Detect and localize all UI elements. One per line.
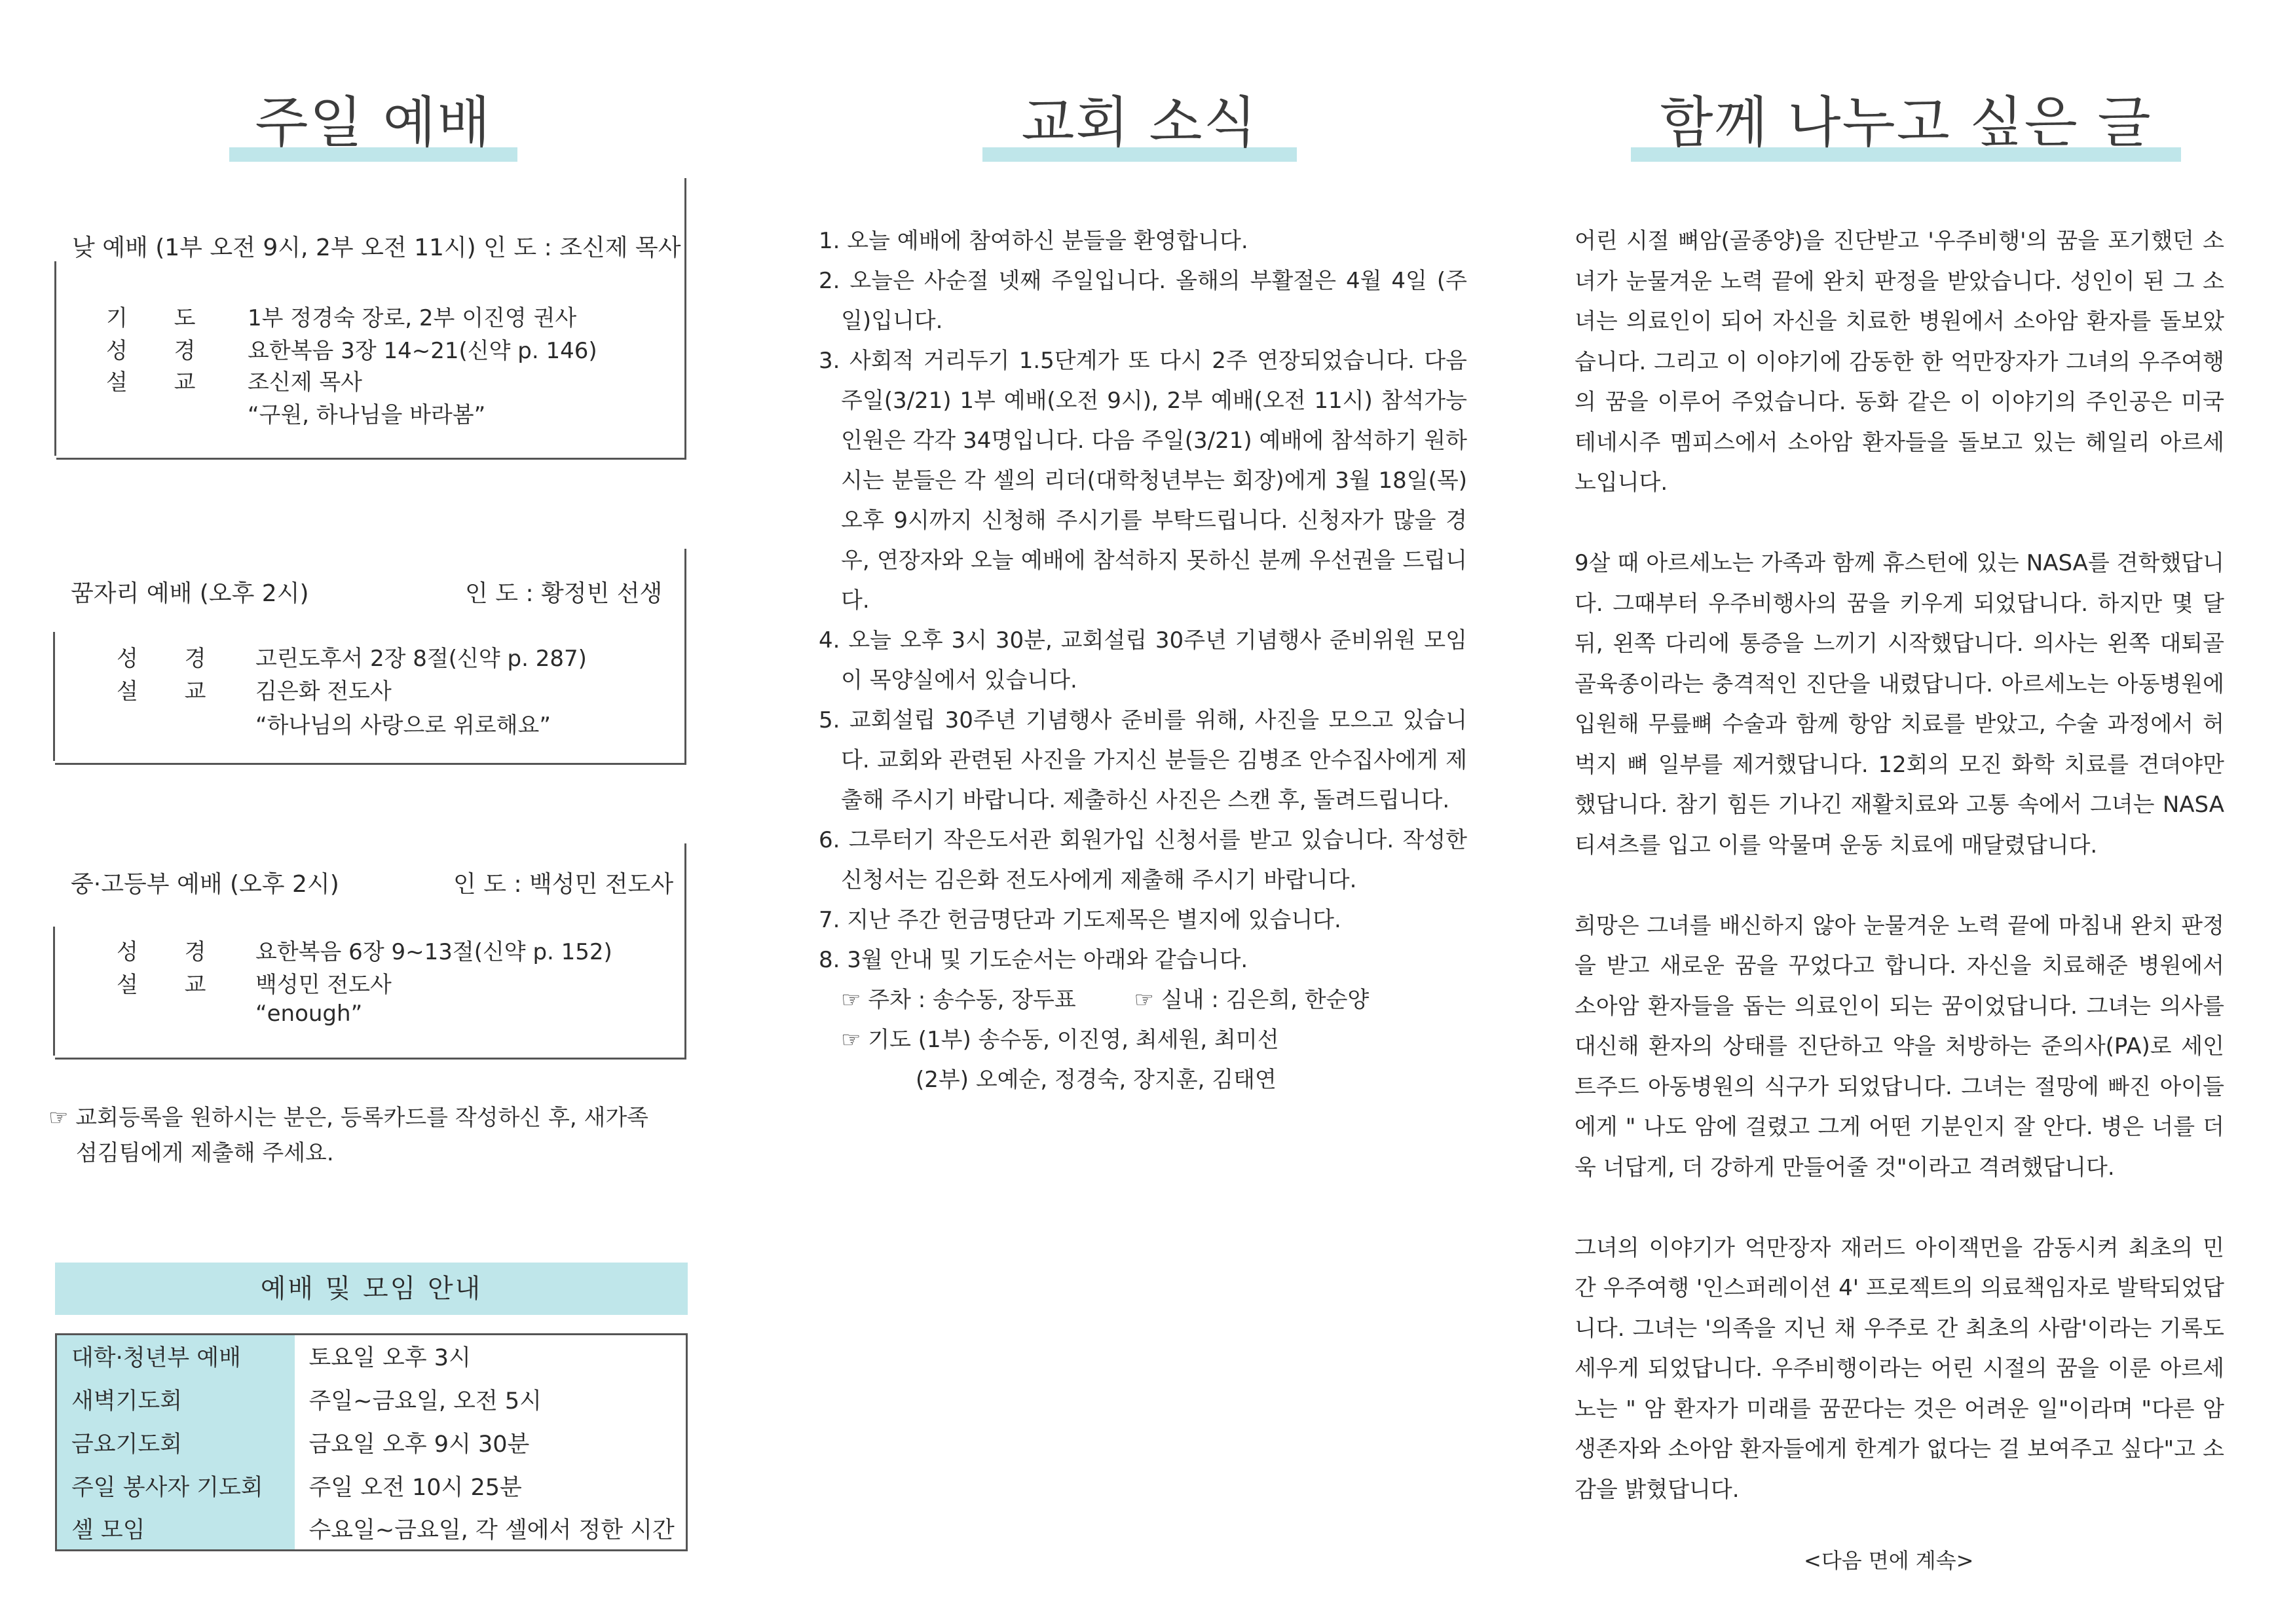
scripture-value: 요한복음 6장 9~13절(신약 p. 152) <box>255 939 612 965</box>
prayer-label: 기 도 <box>106 305 215 331</box>
registration-note-line2: 섬김팀에게 제출해 주세요. <box>76 1140 334 1166</box>
youth-service-title: 중·고등부 예배 (오후 2시) <box>71 871 339 898</box>
guide-value: 토요일 오후 3시 <box>295 1335 687 1378</box>
prayer-value: 1부 정경숙 장로, 2부 이진영 권사 <box>248 305 577 331</box>
volunteer-row <box>819 980 1467 1020</box>
sermon-title: “구원, 하나님을 바라봄” <box>248 402 486 428</box>
scripture-value: 고린도후서 2장 8절(신약 p. 287) <box>255 646 587 672</box>
youth-service-leader: 인 도 : 백성민 전도사 <box>453 871 674 898</box>
sermon-label: 설 교 <box>106 369 215 396</box>
kids-service-leader: 인 도 : 황정빈 선생 <box>465 580 663 607</box>
sermon-value: 백성민 전도사 <box>255 972 392 998</box>
kids-service-title: 꿈자리 예배 (오후 2시) <box>71 580 309 607</box>
guide-value: 주일~금요일, 오전 5시 <box>295 1378 687 1421</box>
heading-share-text: 함께 나누고 싶은 글 <box>1660 90 2152 155</box>
guide-key: 셀 모임 <box>56 1507 295 1551</box>
news-list <box>819 221 1467 1100</box>
list-item: 4. 오늘 오후 3시 30분, 교회설립 30주년 기념행사 준비위원 모임이 목양실에서 있습니다. <box>819 627 1467 693</box>
registration-note-line1: ☞ 교회등록을 원하시는 분은, 등록카드를 작성하신 후, 새가족 <box>48 1105 649 1131</box>
table-row <box>56 1335 687 1378</box>
list-item: 5. 교회설립 30주년 기념행사 준비를 위해, 사진을 모으고 있습니다. 교회와 관련된 사진을 가지신 분들은 김병조 안수집사에게 제출해 주시기 바랍니다. 제출하신 사진은 스캔 후, 돌려드립니다. <box>819 707 1467 813</box>
table-row <box>56 1378 687 1421</box>
heading-news <box>982 79 1297 158</box>
parking-volunteers: ☞ 주차 : 송수동, 장두표 <box>841 987 1076 1013</box>
guide-table <box>55 1333 688 1551</box>
guide-key: 새벽기도회 <box>56 1378 295 1421</box>
sermon-value: 김은화 전도사 <box>255 678 392 705</box>
youth-service-box <box>55 929 686 1060</box>
sermon-title: “하나님의 사랑으로 위로해요” <box>255 712 551 739</box>
sermon-label: 설 교 <box>117 972 226 998</box>
scripture-label: 성 경 <box>117 646 226 672</box>
sermon-label: 설 교 <box>117 678 226 705</box>
sermon-value: 조신제 목사 <box>248 369 363 396</box>
list-item: 3. 사회적 거리두기 1.5단계가 또 다시 2주 연장되었습니다. 다음 주일(3/21) 1부 예배(오전 9시), 2부 예배(오전 11시) 참석가능 인원은 각각 34명입니다. 다음 주일(3/21) 예배에 참석하기 원하시는 분들은 각 셀의 리더(대학청년부는 회장)에게 3월 18일(목) 오후 9시까지 신청해 주시기를 부탁드립니다. 신청자가 많을 경우, 연장자와 오늘 예배에 참석하지 못하신 분께 우선권을 드립니다. <box>819 348 1467 614</box>
list-item: 6. 그루터기 작은도서관 회원가입 신청서를 받고 있습니다. 작성한 신청서는 김은화 전도사에게 제출해 주시기 바랍니다. <box>819 827 1467 893</box>
heading-worship <box>229 79 517 158</box>
scripture-label: 성 경 <box>106 338 215 364</box>
heading-share <box>1631 79 2181 158</box>
registration-note <box>48 1100 703 1171</box>
essay <box>1575 221 2224 1551</box>
prayer-order-1: ☞ 기도 (1부) 송수동, 이진영, 최세원, 최미선 <box>841 1027 1279 1053</box>
guide-key: 대학·청년부 예배 <box>56 1335 295 1378</box>
essay-paragraph: 그녀의 이야기가 억만장자 재러드 아이잭먼을 감동시켜 최초의 민간 우주여행 '인스퍼레이션 4' 프로젝트의 의료책임자로 발탁되었답니다. 그녀는 '의족을 지닌 채 우주로 간 최초의 사람'이라는 기록도 세우게 되었답니다. 우주비행이라는 어린 시절의 꿈을 이룬 아르세노는 " 암 환자가 미래를 꿈꾼다는 것은 어려운 일"이라며 "다른 암 생존자와 소아암 환자들에게 한계가 없다는 걸 보여주고 싶다"고 소감을 밝혔답니다. <box>1575 1234 2224 1503</box>
scripture-value: 요한복음 3장 14~21(신약 p. 146) <box>248 338 597 364</box>
table-row <box>56 1421 687 1464</box>
list-item: 7. 지난 주간 헌금명단과 기도제목은 별지에 있습니다. <box>819 907 1341 933</box>
sermon-title: “enough” <box>255 1001 363 1027</box>
guide-value: 수요일~금요일, 각 셀에서 정한 시간 <box>295 1507 687 1551</box>
day-service-box <box>56 263 686 460</box>
essay-paragraph: 9살 때 아르세노는 가족과 함께 휴스턴에 있는 NASA를 견학했답니다. 그때부터 우주비행사의 꿈을 키우게 되었답니다. 하지만 몇 달 뒤, 왼쪽 다리에 통증을 느끼기 시작했답니다. 의사는 왼쪽 대퇴골 골육종이라는 충격적인 진단을 내렸답니다. 아르세노는 아동병원에 입원해 무릎뼈 수술과 함께 항암 치료를 받았고, 수술 과정에서 허벅지 뼈 일부를 제거했답니다. 12회의 모진 화학 치료를 견뎌야만 했답니다. 참기 힘든 기나긴 재활치료와 고통 속에서 그녀는 NASA 티셔츠를 입고 이를 악물며 운동 치료에 매달렸답니다. <box>1575 550 2224 858</box>
continued-note: <다음 면에 계속> <box>1804 1548 1974 1573</box>
guide-value: 주일 오전 10시 25분 <box>295 1464 687 1507</box>
day-service-title: 낮 예배 (1부 오전 9시, 2부 오전 11시) 인 도 : 조신제 목사 <box>72 234 681 261</box>
table-row <box>56 1464 687 1507</box>
essay-paragraph: 어린 시절 뼈암(골종양)을 진단받고 '우주비행'의 꿈을 포기했던 소녀가 눈물겨운 노력 끝에 완치 판정을 받았습니다. 성인이 된 그 소녀는 의료인이 되어 자신을 치료한 병원에서 소아암 환자를 돌보았습니다. 그리고 이 이야기에 감동한 한 억만장자가 그녀의 우주여행의 꿈을 이루어 주었습니다. 동화 같은 이 이야기의 주인공은 미국 테네시주 멤피스에서 소아암 환자들을 돌보고 있는 헤일리 아르세노입니다. <box>1575 228 2224 496</box>
guide-value: 금요일 오후 9시 30분 <box>295 1421 687 1464</box>
kids-service-box <box>55 634 686 765</box>
guide-key: 주일 봉사자 기도회 <box>56 1464 295 1507</box>
guide-key: 금요기도회 <box>56 1421 295 1464</box>
list-item: 8. 3월 안내 및 기도순서는 아래와 같습니다. <box>819 947 1248 973</box>
scripture-label: 성 경 <box>117 939 226 965</box>
heading-worship-text: 주일 예배 <box>255 90 492 155</box>
prayer-order-2: (2부) 오예순, 정경숙, 장지훈, 김태연 <box>916 1067 1277 1093</box>
essay-paragraph: 희망은 그녀를 배신하지 않아 눈물겨운 노력 끝에 마침내 완치 판정을 받고 새로운 꿈을 꾸었다고 합니다. 자신을 치료해준 병원에서 소아암 환자들을 돕는 의료인이 되는 꿈이었답니다. 그녀는 의사를 대신해 환자의 상태를 진단하고 약을 처방하는 준의사(PA)로 세인트주드 아동병원의 식구가 되었답니다. 그녀는 절망에 빠진 아이들에게 " 나도 암에 걸렸고 그게 어떤 기분인지 잘 안다. 병은 너를 더욱 너답게, 더 강하게 만들어줄 것"이라고 격려했답니다. <box>1575 912 2224 1181</box>
list-item: 2. 오늘은 사순절 넷째 주일입니다. 올해의 부활절은 4월 4일 (주일)입니다. <box>819 268 1467 334</box>
heading-news-text: 교회 소식 <box>1021 90 1258 155</box>
list-item: 1. 오늘 예배에 참여하신 분들을 환영합니다. <box>819 228 1248 254</box>
table-row <box>56 1507 687 1551</box>
indoor-volunteers: ☞ 실내 : 김은희, 한순양 <box>1134 987 1370 1013</box>
guide-title: 예배 및 모임 안내 <box>55 1263 688 1315</box>
